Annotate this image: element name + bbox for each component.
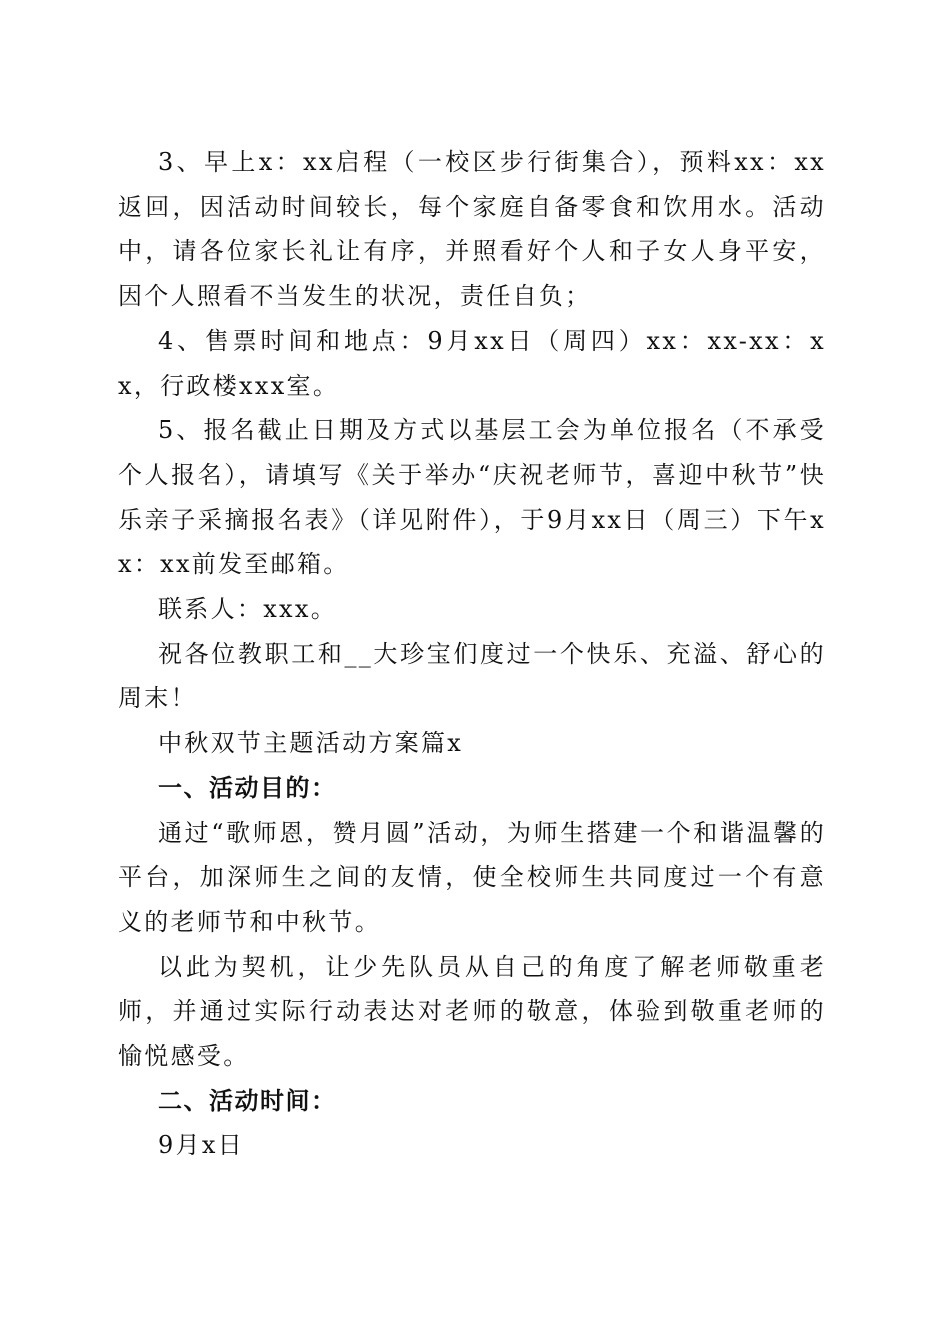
paragraph-item-5: 5、报名截止日期及方式以基层工会为单位报名（不承受个人报名），请填写《关于举办“庆祝老师节，喜迎中秋节”快乐亲子采摘报名表》（详见附件），于9月xx日（周三）下午xx：xx前发至邮箱。	[118, 416, 826, 579]
paragraph-date: 9月x日	[158, 1131, 245, 1160]
paragraph-wishes: 祝各位教职工和__大珍宝们度过一个快乐、充溢、舒心的周末！	[118, 639, 826, 713]
paragraph-contact: 联系人：xxx。	[158, 595, 338, 624]
heading-activity-time: 二、活动时间：	[158, 1086, 337, 1115]
heading-activity-purpose: 一、活动目的：	[158, 773, 337, 802]
document-body	[118, 140, 826, 1168]
paragraph-purpose-2: 以此为契机，让少先队员从自己的角度了解老师敬重老师，并通过实际行动表达对老师的敬意，体验到敬重老师的愉悦感受。	[118, 952, 826, 1071]
paragraph-item-4: 4、售票时间和地点：9月xx日（周四）xx：xx-xx：xx，行政楼xxx室。	[118, 326, 826, 400]
paragraph-item-3: 3、早上x：xx启程（一校区步行街集合），预料xx：xx返回，因活动时间较长，每个家庭自备零食和饮用水。活动中，请各位家长礼让有序，并照看好个人和子女人身平安，因个人照看不当发生的状况，责任自负；	[118, 148, 826, 311]
paragraph-purpose-1: 通过“歌师恩，赞月圆”活动，为师生搭建一个和谐温馨的平台，加深师生之间的友情，使全校师生共同度过一个有意义的老师节和中秋节。	[118, 818, 826, 936]
section-title: 中秋双节主题活动方案篇x	[158, 729, 464, 758]
